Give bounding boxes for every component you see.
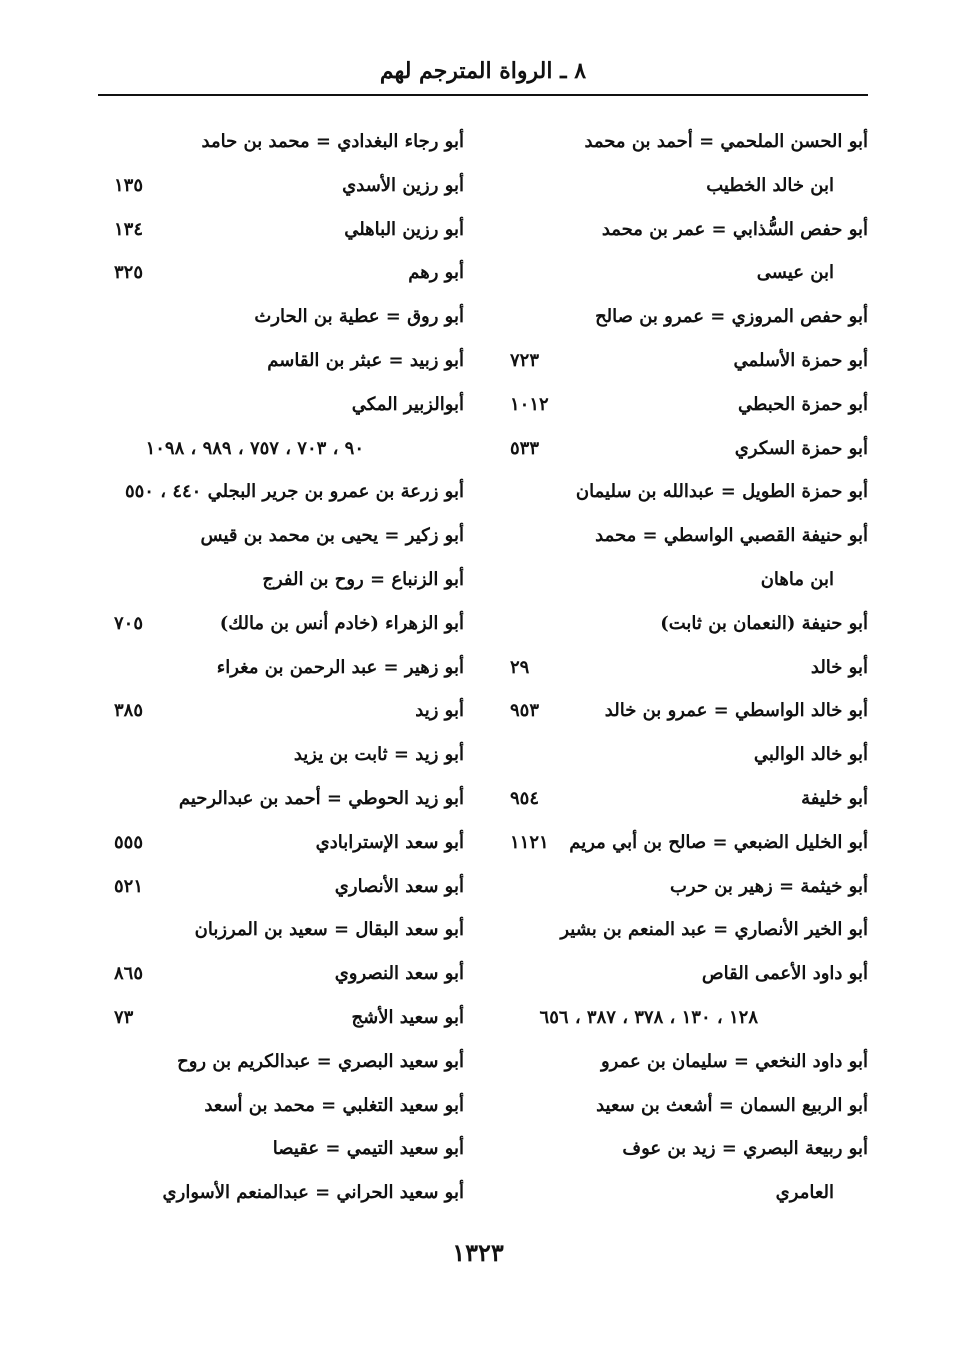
index-entry bbox=[104, 689, 464, 733]
entry-name: أبو سعد النصروي bbox=[334, 963, 464, 985]
index-entry bbox=[500, 339, 868, 383]
entry-name: أبو رهم bbox=[408, 262, 464, 284]
entry-name: أبوالزبير المكي bbox=[351, 393, 464, 415]
index-entry bbox=[104, 952, 464, 996]
entry-name: أبو الزنباع = روح بن الفرج bbox=[262, 568, 464, 590]
entry-page-number: ٣٨٥ bbox=[114, 700, 144, 722]
index-entry bbox=[500, 733, 868, 777]
index-column-left bbox=[104, 120, 464, 1215]
entry-name: أبو خليفة bbox=[801, 787, 868, 809]
entry-page-number: ٨٦٥ bbox=[114, 963, 144, 985]
entry-page-refs: ١٢٨ ، ١٣٠ ، ٣٧٨ ، ٣٨٧ ، ٦٥٦ bbox=[539, 1006, 758, 1028]
index-entry bbox=[500, 208, 868, 252]
entry-name: أبو خالد الواسطي = عمرو بن خالد bbox=[604, 700, 868, 722]
index-entry bbox=[500, 908, 868, 952]
index-entry bbox=[500, 777, 868, 821]
index-entry bbox=[500, 821, 868, 865]
entry-name: أبو رزين الأسدي bbox=[342, 174, 464, 196]
index-entry bbox=[500, 996, 868, 1040]
entry-name: أبو خالد الوالبي bbox=[753, 744, 868, 766]
entry-name: أبو روق = عطية بن الحارث bbox=[254, 306, 464, 328]
entry-name: أبو زيد bbox=[415, 700, 464, 722]
index-entry bbox=[104, 777, 464, 821]
entry-name: أبو حمزة السكري bbox=[734, 437, 868, 459]
index-entry bbox=[500, 251, 868, 295]
index-entry bbox=[104, 120, 464, 164]
index-entry bbox=[104, 908, 464, 952]
entry-name: أبو الخير الأنصاري = عبد المنعم بن بشير bbox=[560, 919, 868, 941]
entry-name: أبو داود النخعي = سليمان بن عمرو bbox=[600, 1050, 868, 1072]
index-entry bbox=[104, 208, 464, 252]
index-entry bbox=[500, 383, 868, 427]
entry-name: أبو الزهراء (خادم أنس بن مالك) bbox=[219, 612, 464, 634]
index-entry bbox=[500, 865, 868, 909]
entry-name: أبو سعد البقال = سعيد بن المرزبان bbox=[194, 919, 464, 941]
index-entry bbox=[500, 164, 868, 208]
index-entry bbox=[104, 1127, 464, 1171]
entry-page-number: ١٣٥ bbox=[114, 174, 144, 196]
index-entry bbox=[500, 120, 868, 164]
entry-name: أبو سعيد الحراني = عبدالمنعم الأسواري bbox=[162, 1182, 464, 1204]
index-entry bbox=[104, 470, 464, 514]
entry-name: أبو سعد الإسترابادي bbox=[315, 831, 464, 853]
header-rule bbox=[98, 94, 868, 96]
entry-page-number: ١٠١٢ bbox=[510, 393, 549, 415]
entry-name: أبو الخليل الضبعي = صالح بن أبي مريم bbox=[569, 831, 868, 853]
index-entry bbox=[104, 646, 464, 690]
index-entry bbox=[500, 558, 868, 602]
index-entry bbox=[104, 602, 464, 646]
entry-name: أبو سعيد التغلبي = محمد بن أسعد bbox=[204, 1094, 464, 1116]
index-entry bbox=[500, 1040, 868, 1084]
index-entry bbox=[500, 514, 868, 558]
index-entry bbox=[104, 996, 464, 1040]
index-column-right bbox=[500, 120, 868, 1215]
index-entry bbox=[500, 295, 868, 339]
entry-page-refs: ٩٠ ، ٧٠٣ ، ٧٥٧ ، ٩٨٩ ، ١٠٩٨ bbox=[145, 437, 364, 459]
index-entry bbox=[500, 427, 868, 471]
entry-page-number: ٥٥٥ bbox=[114, 831, 144, 853]
index-entry bbox=[500, 1171, 868, 1215]
index-entry bbox=[500, 1084, 868, 1128]
entry-name: أبو رزين الباهلي bbox=[344, 218, 464, 240]
entry-page-number: ٧٣ bbox=[114, 1006, 134, 1028]
entry-name: أبو رجاء البغدادي = محمد بن حامد bbox=[201, 131, 464, 152]
index-entry bbox=[104, 295, 464, 339]
entry-name: أبو الحسن الملحمي = أحمد بن محمد bbox=[584, 131, 868, 152]
entry-name: أبو سعيد الأشج bbox=[351, 1006, 464, 1028]
entry-name: العامري bbox=[775, 1182, 834, 1204]
entry-name: أبو زهير = عبد الرحمن بن مغراء bbox=[216, 656, 464, 678]
entry-name: أبو زكير = يحيى بن محمد بن قيس bbox=[200, 525, 464, 547]
entry-name: ابن ماهان bbox=[760, 568, 834, 590]
entry-name: أبو حنيفة (النعمان بن ثابت) bbox=[660, 612, 868, 634]
entry-page-number: ١٣٤ bbox=[114, 218, 144, 240]
index-entry bbox=[500, 952, 868, 996]
index-entry bbox=[104, 164, 464, 208]
index-entry bbox=[104, 558, 464, 602]
entry-name: ابن عيسى bbox=[756, 262, 834, 284]
entry-page-number: ٩٥٤ bbox=[510, 787, 540, 809]
index-entry bbox=[500, 1127, 868, 1171]
entry-name: أبو حفص المروزي = عمرو بن صالح bbox=[595, 306, 868, 328]
index-entry bbox=[104, 339, 464, 383]
index-entry bbox=[104, 514, 464, 558]
entry-page-number: ١١٢١ bbox=[510, 831, 549, 853]
entry-name: ابن خالد الخطيب bbox=[706, 174, 834, 196]
index-entry bbox=[104, 865, 464, 909]
index-entry bbox=[500, 602, 868, 646]
index-entry bbox=[104, 1171, 464, 1215]
entry-name: أبو الربيع السمان = أشعث بن سعيد bbox=[596, 1094, 868, 1116]
index-entry bbox=[104, 383, 464, 427]
index-entry bbox=[104, 1084, 464, 1128]
index-entry bbox=[500, 646, 868, 690]
entry-name: أبو حنيفة القصبي الواسطي = محمد bbox=[595, 525, 868, 547]
index-entry bbox=[104, 251, 464, 295]
entry-name: أبو زبيد = عبثر بن القاسم bbox=[267, 349, 464, 371]
entry-name: أبو زيد = ثابت بن يزيد bbox=[293, 744, 464, 766]
entry-page-number: ٢٩ bbox=[510, 656, 530, 678]
index-entry bbox=[500, 470, 868, 514]
entry-name: أبو خالد bbox=[810, 656, 868, 678]
entry-page-number: ٧٢٣ bbox=[510, 349, 540, 371]
entry-name: أبو داود الأعمى القاص bbox=[701, 963, 868, 985]
entry-page-number: ٥٢١ bbox=[114, 875, 144, 897]
entry-name: أبو حمزة الطويل = عبدالله بن سليمان bbox=[575, 481, 868, 503]
entry-name: أبو سعد الأنصاري bbox=[334, 875, 464, 897]
entry-name: أبو سعيد البصري = عبدالكريم بن روح bbox=[177, 1050, 464, 1072]
entry-page-number: ٩٥٣ bbox=[510, 700, 540, 722]
index-entry bbox=[104, 1040, 464, 1084]
running-header: ٨ ـ الرواة المترجم لهم bbox=[379, 58, 587, 84]
entry-name: أبو حمزة الأسلمي bbox=[733, 349, 868, 371]
entry-page-number: ٥٣٣ bbox=[510, 437, 540, 459]
entry-page-number: ٣٢٥ bbox=[114, 262, 144, 284]
entry-name: أبو زرعة بن عمرو بن جرير البجلي ٤٤٠ ، ٥٥٠ bbox=[124, 481, 464, 503]
entry-name: أبو حفص السُّذابي = عمر بن محمد bbox=[601, 218, 868, 240]
index-entry bbox=[500, 689, 868, 733]
entry-name: أبو زيد الحوطي = أحمد بن عبدالرحيم bbox=[178, 787, 464, 809]
index-entry bbox=[104, 733, 464, 777]
index-entry bbox=[104, 821, 464, 865]
entry-name: أبو سعيد التيمي = عقيصا bbox=[272, 1138, 464, 1160]
page-number: ١٣٢٣ bbox=[452, 1238, 504, 1267]
entry-page-number: ٧٠٥ bbox=[114, 612, 144, 634]
entry-name: أبو خيثمة = زهير بن حرب bbox=[669, 875, 868, 897]
entry-name: أبو حمزة الحبطي bbox=[737, 393, 868, 415]
index-entry bbox=[104, 427, 464, 471]
entry-name: أبو ربيعة البصري = زيد بن عوف bbox=[622, 1138, 868, 1160]
